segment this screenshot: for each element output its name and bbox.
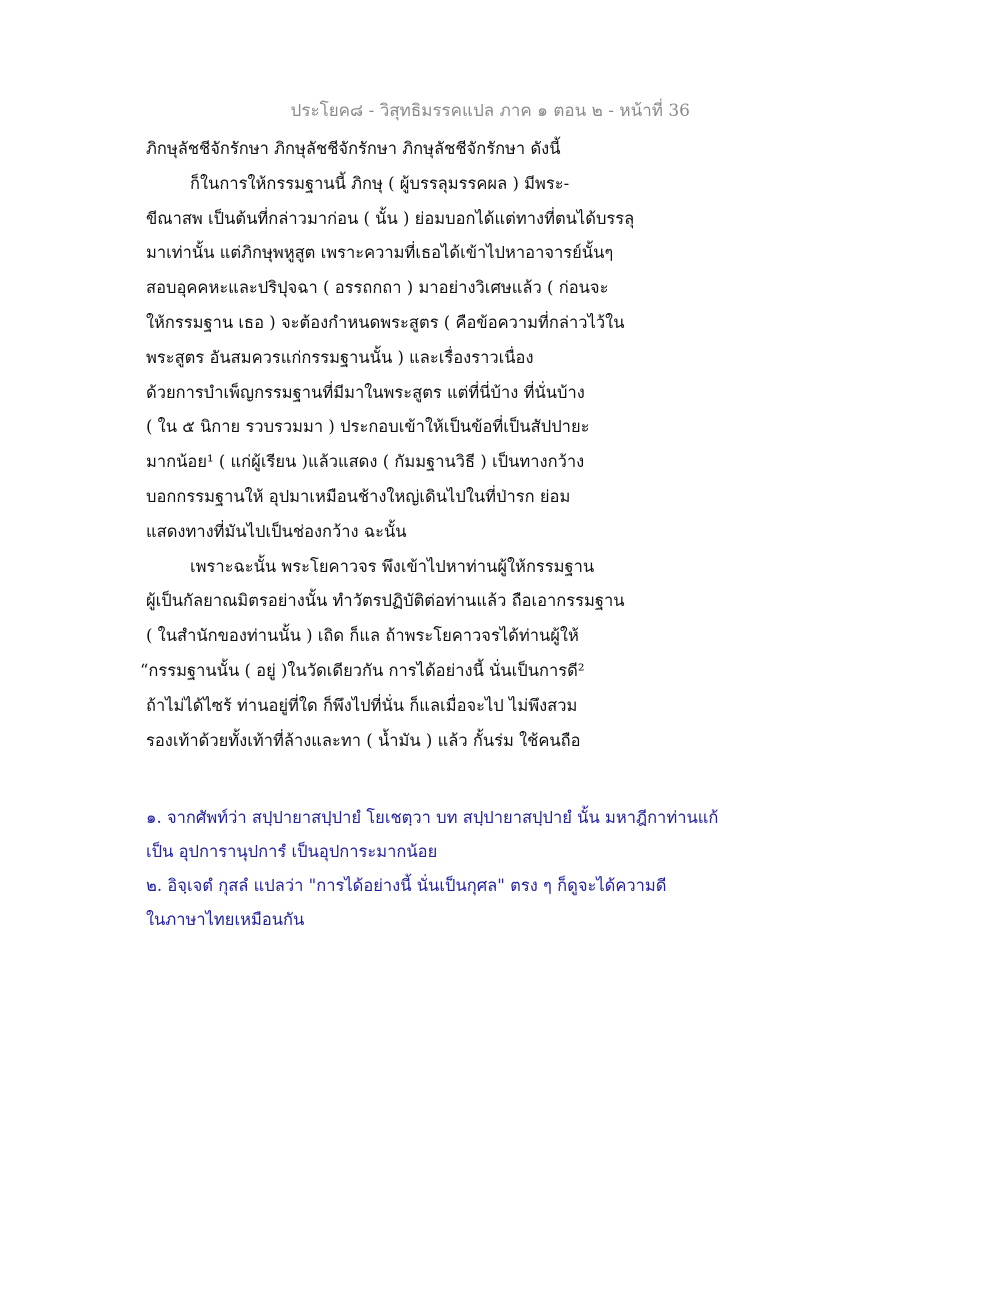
text-line: ถ้าไม่ได้ไซร้ ท่านอยู่ที่ใด ก็พึงไปที่นั่น ก็แลเมื่อจะไป ไม่พึงสวม — [146, 695, 578, 715]
footnotes — [146, 801, 766, 937]
footnote-line: ในภาษาไทยเหมือนกัน — [146, 910, 305, 929]
text-line: รองเท้าด้วยทั้งเท้าที่ล้างและทา ( น้ำมัน ) แล้ว กั้นร่ม ใช้คนถือ — [146, 730, 581, 750]
text-line: บอกกรรมฐานให้ อุปมาเหมือนช้างใหญ่เดินไปในที่ป่ารก ย่อม — [146, 486, 571, 506]
text-line: ก็ในการให้กรรมฐานนี้ ภิกษุ ( ผู้บรรลุมรรคผล ) มีพระ- — [190, 173, 570, 193]
footnote-line: เป็น อุปการานุปการํ เป็นอุปการะมากน้อย — [146, 842, 438, 861]
text-line: ผู้เป็นกัลยาณมิตรอย่างนั้น ทำวัตรปฏิบัติต่อท่านแล้ว ถือเอากรรมฐาน — [146, 591, 625, 611]
text-line: เพราะฉะนั้น พระโยคาวจร พึงเข้าไปหาท่านผู้ให้กรรมฐาน — [190, 556, 595, 576]
text-line: ขีณาสพ เป็นต้นที่กล่าวมาก่อน ( นั้น ) ย่อมบอกได้แต่ทางที่ตนได้บรรลุ — [146, 208, 635, 228]
footnote-line: ๒. อิจฺเจตํ กุสลํ แปลว่า "การได้อย่างนี้ นั่นเป็นกุศล" ตรง ๆ ก็ดูจะได้ความดี — [146, 876, 667, 895]
text-line: ให้กรรมฐาน เธอ ) จะต้องกำหนดพระสูตร ( คือข้อความที่กล่าวไว้ใน — [146, 312, 625, 332]
text-line: สอบอุคคหะและปริปุจฉา ( อรรถกถา ) มาอย่างวิเศษแล้ว ( ก่อนจะ — [146, 278, 609, 298]
text-line: แสดงทางที่มันไปเป็นช่องกว้าง ฉะนั้น — [146, 521, 407, 541]
text-line: ด้วยการบำเพ็ญกรรมฐานที่มีมาในพระสูตร แต่ที่นี่บ้าง ที่นั่นบ้าง — [146, 382, 585, 402]
footnote-line: ๑. จากศัพท์ว่า สปฺปายาสปฺปายํ โยเชตฺวา บท สปฺปายาสปฺปายํ นั้น มหาฎีกาท่านแก้ — [146, 808, 719, 827]
running-header: ประโยค๘ - วิสุทธิมรรคแปล ภาค ๑ ตอน ๒ - หน้าที่ 36 — [290, 101, 690, 121]
text-line: พระสูตร อันสมควรแก่กรรมฐานนั้น ) และเรื่องราวเนื่อง — [146, 347, 534, 367]
text-line: ภิกษุลัชชีจักรักษา ภิกษุลัชชีจักรักษา ภิกษุลัชชีจักรักษา ดังนี้ — [146, 139, 561, 158]
text-line: “กรรมฐานนั้น ( อยู่ )ในวัดเดียวกัน การได้อย่างนี้ นั่นเป็นการดี² — [140, 660, 585, 680]
text-line: ( ใน ๕ นิกาย รวบรวมมา ) ประกอบเข้าให้เป็นข้อที่เป็นสัปปายะ — [146, 417, 590, 437]
text-line: ( ในสำนักของท่านนั้น ) เถิด ก็แล ถ้าพระโยคาวจรได้ท่านผู้ให้ — [146, 626, 579, 646]
text-line: มากน้อย¹ ( แก่ผู้เรียน )แล้วแสดง ( กัมมฐานวิธี ) เป็นทางกว้าง — [146, 452, 585, 472]
main-text — [140, 132, 766, 758]
text-line: มาเท่านั้น แต่ภิกษุพหูสูต เพราะความที่เธอได้เข้าไปหาอาจารย์นั้นๆ — [146, 243, 614, 263]
